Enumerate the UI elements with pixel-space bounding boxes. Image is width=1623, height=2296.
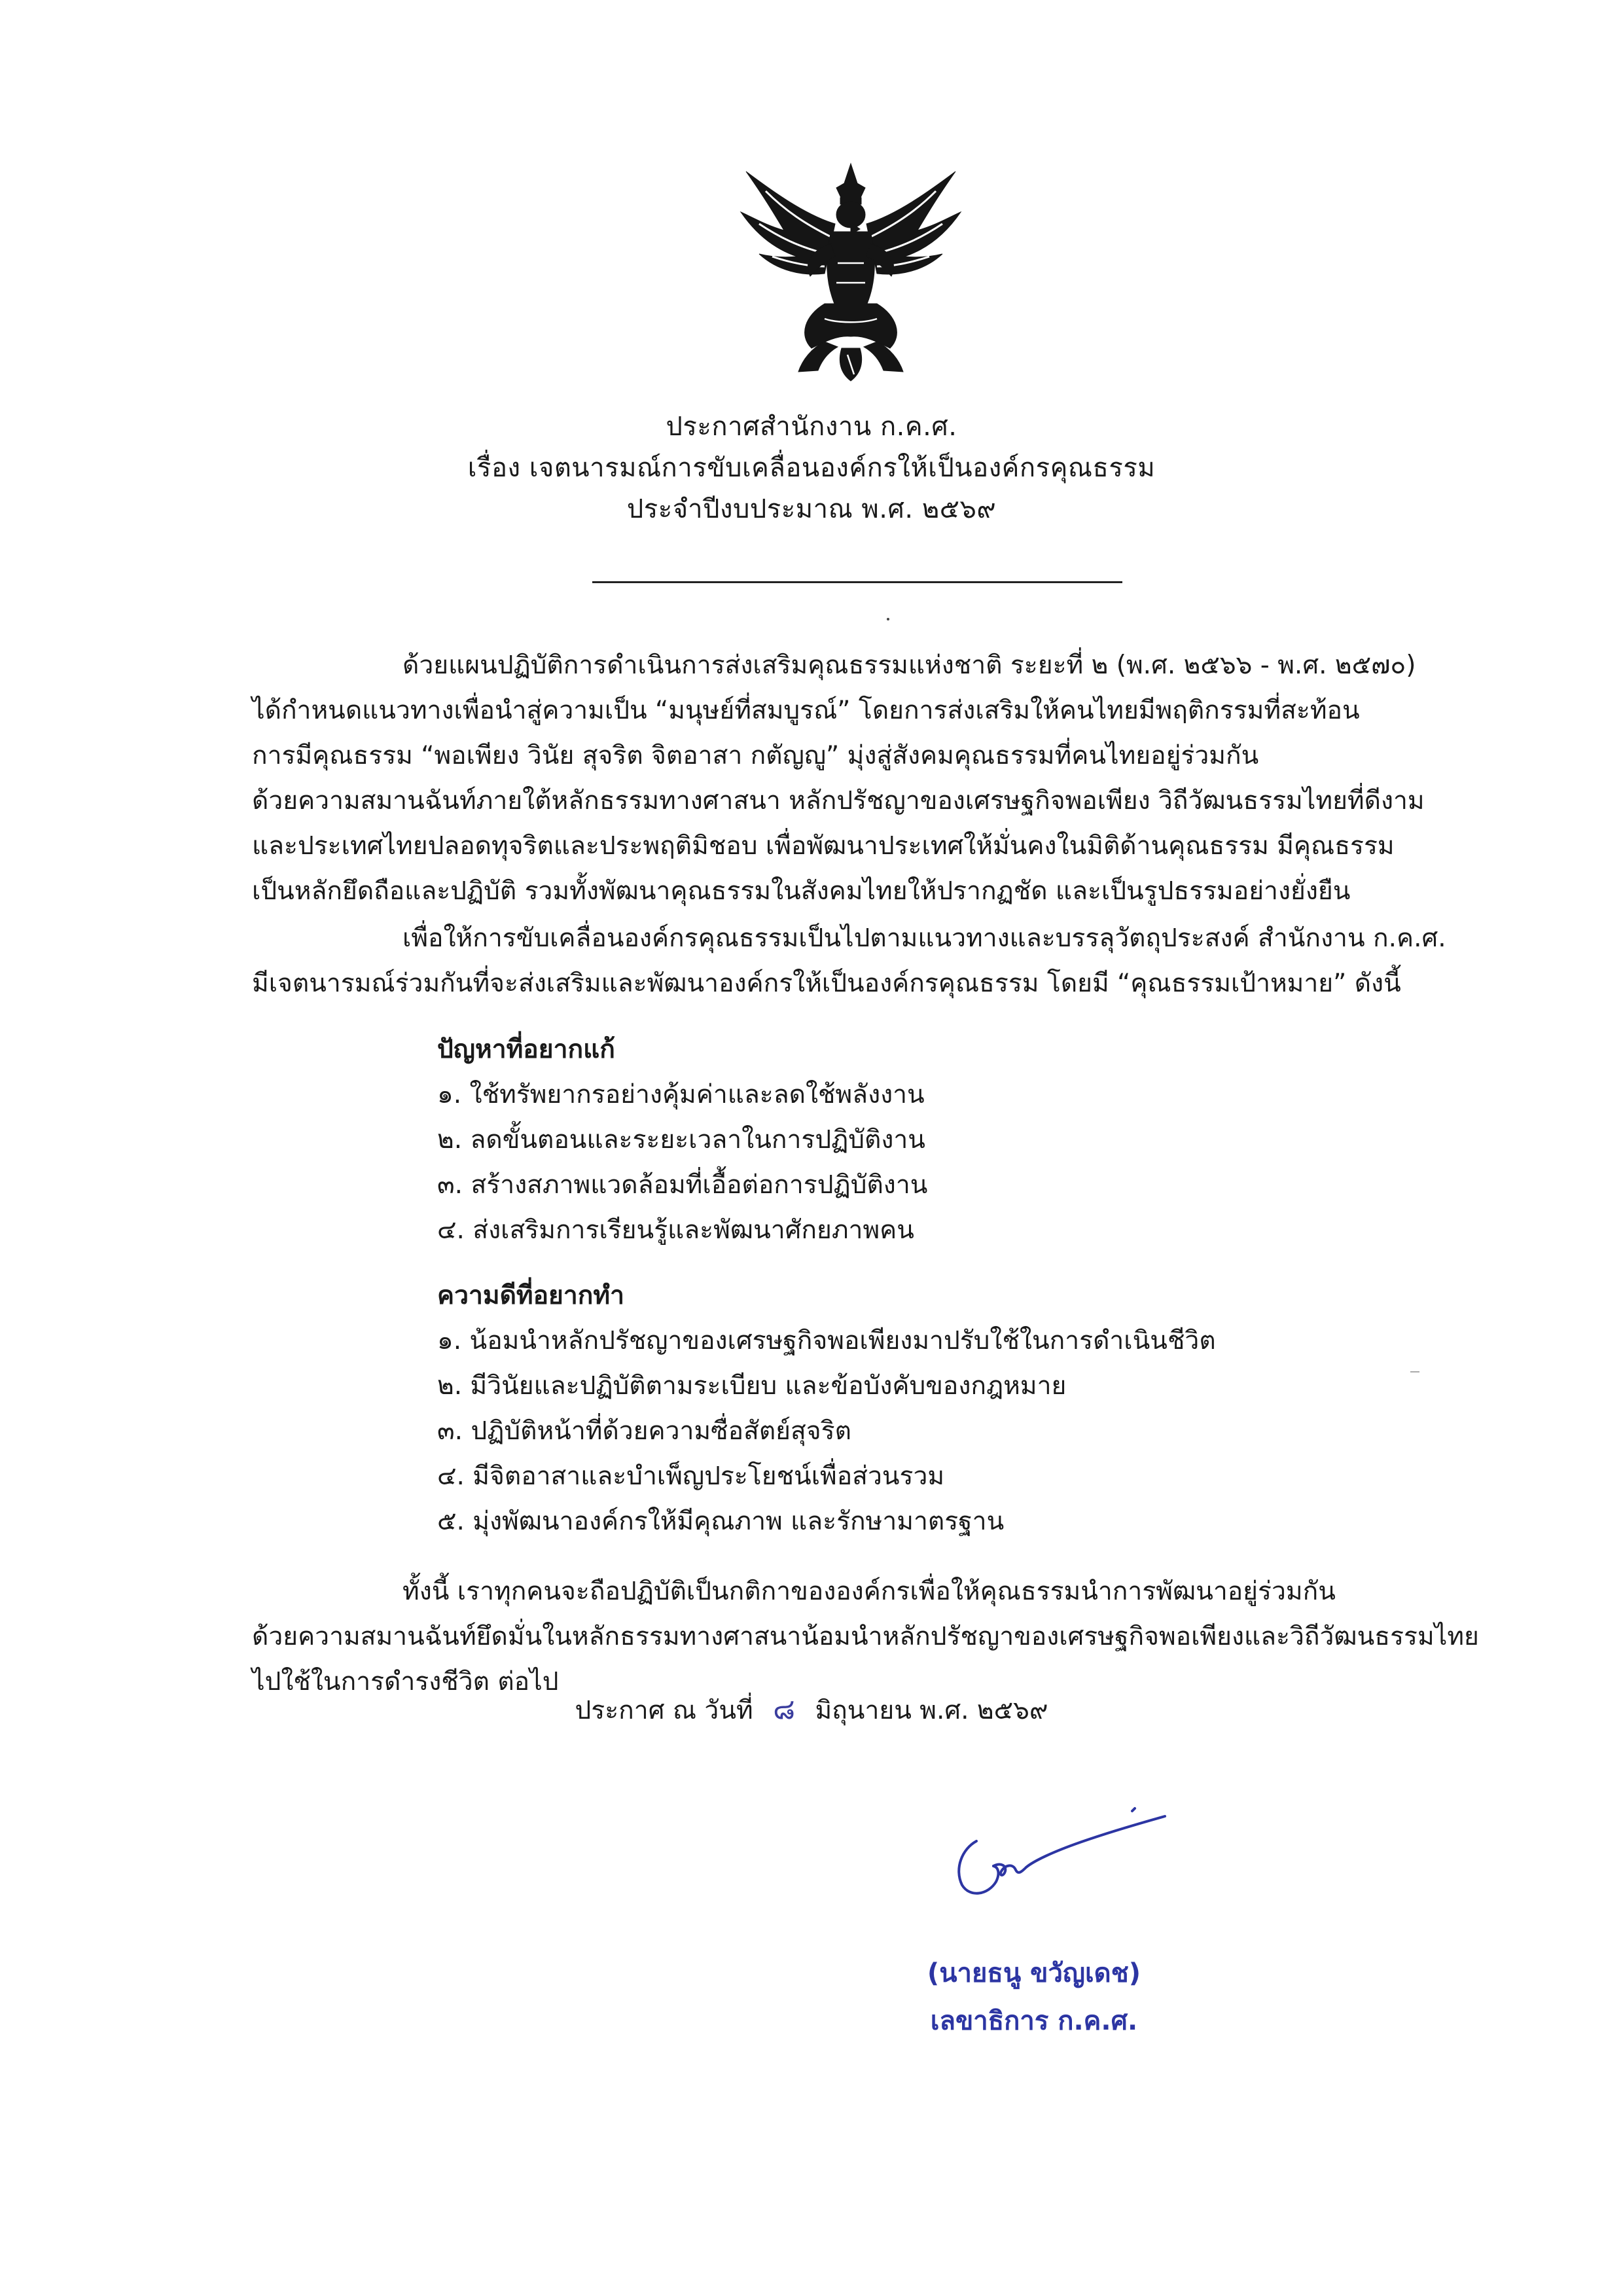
paragraph-line: และประเทศไทยปลอดทุจริตและประพฤติมิชอบ เพื่อพัฒนาประเทศให้มั่นคงในมิติด้านคุณธรรม มีคุณธรรม — [252, 831, 1395, 861]
signer-position: เลขาธิการ ก.ค.ศ. — [930, 2006, 1138, 2036]
paragraph-line: ได้กำหนดแนวทางเพื่อนำสู่ความเป็น “มนุษย์ที่สมบูรณ์” โดยการส่งเสริมให้คนไทยมีพฤติกรรมที่สะท้อน — [252, 696, 1360, 725]
problems-section — [437, 1027, 1419, 1253]
date-day: ๘ — [773, 1693, 796, 1726]
paragraph-line: มีเจตนารมณ์ร่วมกันที่จะส่งเสริมและพัฒนาองค์กรให้เป็นองค์กรคุณธรรม โดยมี “คุณธรรมเป้าหมาย” ดังนี้ — [252, 969, 1401, 998]
intro-paragraph — [252, 643, 1463, 914]
paragraph-line: ไปใช้ในการดำรงชีวิต ต่อไป — [252, 1667, 559, 1696]
paragraph-line: ด้วยแผนปฏิบัติการดำเนินการส่งเสริมคุณธรรมแห่งชาติ ระยะที่ ๒ (พ.ศ. ๒๕๖๖ - พ.ศ. ๒๕๗๐) — [402, 651, 1416, 680]
scan-mark — [1410, 1371, 1419, 1372]
announcement-subject: เรื่อง เจตนารมณ์การขับเคลื่อนองค์กรให้เป็นองค์กรคุณธรรม — [467, 453, 1156, 483]
problems-title: ปัญหาที่อยากแก้ — [437, 1035, 615, 1064]
intent-paragraph — [252, 916, 1463, 1006]
paragraph-line: ด้วยความสมานฉันท์ภายใต้หลักธรรมทางศาสนา หลักปรัชญาของเศรษฐกิจพอเพียง วิถีวัฒนธรรมไทยที่ดีงาม — [252, 786, 1425, 816]
announcement-issuer: ประกาศสำนักงาน ก.ค.ศ. — [666, 412, 957, 442]
closing-paragraph — [252, 1569, 1479, 1704]
paragraph-line: เพื่อให้การขับเคลื่อนองค์กรคุณธรรมเป็นไปตามแนวทางและบรรลุวัตถุประสงค์ สำนักงาน ก.ค.ศ. — [402, 924, 1446, 953]
announcement-fiscal-year: ประจำปีงบประมาณ พ.ศ. ๒๕๖๙ — [626, 494, 997, 524]
paragraph-line: ทั้งนี้ เราทุกคนจะถือปฏิบัติเป็นกติกาขององค์กรเพื่อให้คุณธรรมนำการพัฒนาอยู่ร่วมกัน — [402, 1577, 1336, 1606]
stray-dot — [887, 618, 889, 620]
handwritten-signature — [936, 1803, 1185, 1914]
virtues-section — [437, 1273, 1419, 1544]
list-item: ๑. ใช้ทรัพยากรอย่างคุ้มค่าและลดใช้พลังงาน — [437, 1080, 925, 1109]
paragraph-line: การมีคุณธรรม “พอเพียง วินัย สุจริต จิตอาสา กตัญญู” มุ่งสู่สังคมคุณธรรมที่คนไทยอยู่ร่วมกัน — [252, 741, 1259, 770]
garuda-emblem-icon — [726, 152, 975, 387]
list-item: ๔. ส่งเสริมการเรียนรู้และพัฒนาศักยภาพคน — [437, 1215, 914, 1245]
virtues-title: ความดีที่อยากทำ — [437, 1281, 625, 1310]
date-prefix: ประกาศ ณ วันที่ — [575, 1696, 753, 1725]
announcement-date — [0, 1690, 1623, 1731]
list-item: ๒. มีวินัยและปฏิบัติตามระเบียบ และข้อบังคับของกฎหมาย — [437, 1371, 1067, 1401]
header-divider — [592, 581, 1122, 583]
list-item: ๓. ปฏิบัติหน้าที่ด้วยความซื่อสัตย์สุจริต — [437, 1416, 851, 1446]
signer-name: (นายธนู ขวัญเดช) — [927, 1958, 1141, 1988]
list-item: ๑. น้อมนำหลักปรัชญาของเศรษฐกิจพอเพียงมาปรับใช้ในการดำเนินชีวิต — [437, 1326, 1216, 1355]
list-item: ๒. ลดขั้นตอนและระยะเวลาในการปฏิบัติงาน — [437, 1125, 925, 1155]
list-item: ๓. สร้างสภาพแวดล้อมที่เอื้อต่อการปฏิบัติงาน — [437, 1170, 928, 1200]
paragraph-line: เป็นหลักยึดถือและปฏิบัติ รวมทั้งพัฒนาคุณธรรมในสังคมไทยให้ปรากฏชัด และเป็นรูปธรรมอย่างยั่งยืน — [252, 876, 1351, 906]
date-month-year: มิถุนายน พ.ศ. ๒๕๖๙ — [815, 1696, 1048, 1725]
paragraph-line: ด้วยความสมานฉันท์ยึดมั่นในหลักธรรมทางศาสนาน้อมนำหลักปรัชญาของเศรษฐกิจพอเพียงและวิถีวัฒนธรรมไทย — [252, 1622, 1479, 1651]
list-item: ๔. มีจิตอาสาและบำเพ็ญประโยชน์เพื่อส่วนรวม — [437, 1462, 945, 1491]
list-item: ๕. มุ่งพัฒนาองค์กรให้มีคุณภาพ และรักษามาตรฐาน — [437, 1507, 1005, 1536]
